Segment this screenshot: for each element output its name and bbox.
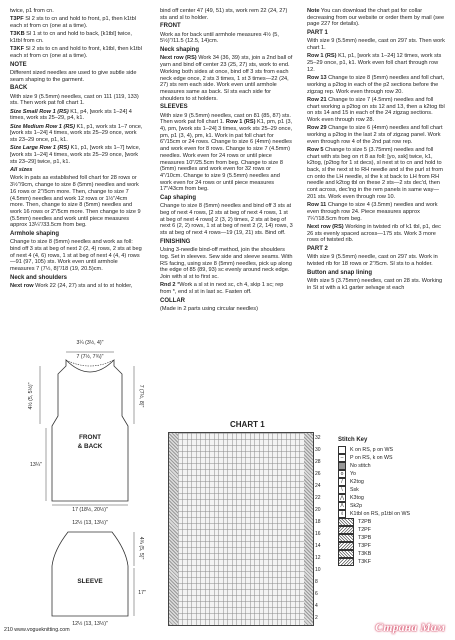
chart-row-number: 22: [315, 495, 321, 501]
stitch-symbol-icon: –: [338, 454, 346, 462]
stitch-symbol-icon: \: [338, 486, 346, 494]
note-label: Note: [307, 8, 320, 14]
size-label: Size Large Row 1 (RS): [10, 145, 70, 152]
row-text: Change to size 7 (4.5mm) needles and foll chart working a p2tog on sts 12 and 13, then a k2tog tbl on sts 14 and 15 in each of the 24 zigzag sections. Work even through row 28.: [307, 96, 445, 123]
row-text: Work 34 (36, 39) sts, join a 2nd ball of yarn and bind off center 23 (25, 27) sts, work to end. Working both sides at once, bind off 3 sts from each neck edge once, 2 sts 3 times, 1 st 3 times—22 (24, 27) sts rem each side. Work even until armhole measures same as back. Sl sts each side for shoulders to st holders.: [160, 55, 293, 102]
paragraph: bind off center 47 (49, 51) sts, work rem 22 (24, 27) sts and sl to holder.: [160, 8, 288, 21]
chart-row-number: 24: [315, 483, 321, 489]
paragraph: [307, 125, 447, 145]
chart-row-number: 30: [315, 447, 321, 453]
row-text: Change to size 6 (4mm) needles and foll chart working a p2tog in the last 2 sts of zigzag panel. Work even through row 4 of the 2nd pat row rep.: [307, 125, 443, 145]
row-label: Row 29: [307, 125, 327, 132]
stitch-symbol-icon: [338, 558, 354, 566]
stitch-key-item: [338, 454, 438, 462]
paragraph: [10, 16, 143, 29]
chart-hatched-region: [304, 433, 313, 625]
paragraph: [10, 109, 143, 122]
page-footer: 210 www.vogueknitting.com: [4, 627, 70, 633]
paragraph: [160, 282, 293, 295]
size-label: Size Medium Row 1 (RS): [10, 123, 75, 130]
stitch-key-item: [338, 446, 438, 454]
row-label: Next row: [10, 283, 34, 290]
subheading: Neck and shoulders: [10, 274, 68, 281]
paragraph: [10, 124, 143, 144]
chart-row-number: 18: [315, 519, 321, 525]
row-text: Working in twisted rib of k1 tbl, p1, dec 26 sts evenly spaced across—175 sts. Work 3 more rows of twisted rib.: [307, 223, 441, 244]
paragraph: [160, 113, 293, 193]
chart-row-number: 26: [315, 471, 321, 477]
stitch-symbol-icon: ℓ: [338, 510, 346, 518]
row-label: Row 1 (RS): [225, 119, 256, 126]
stitch-key-item: [338, 478, 438, 486]
stitch-key-item: [338, 470, 438, 478]
stitch-key: [338, 436, 438, 566]
stitch-key-item: [338, 542, 438, 550]
stitch-key-item: [338, 518, 438, 526]
stitch-symbol-icon: [338, 542, 354, 550]
paragraph: [307, 53, 447, 73]
front-top2-measure: 7 (7½, 7¾)": [76, 354, 104, 360]
section-heading: NOTE: [10, 61, 27, 68]
paragraph: Change to size 8 (5mm) needles and bind off 3 sts at beg of next 4 rows, [2 sts at beg of next 4 rows, 1 st at beg of next 4 rows] 2 (3, 2) times, 2 sts at beg of next 6 (2, 2) rows, 1 st at beg of next 2 (2, 14) rows, 3 sts at beg of next 4 rows—19 (19, 21) sts. Bind off.: [160, 203, 293, 237]
section-heading: PART 1: [307, 30, 328, 37]
chart-row-number: 4: [315, 603, 318, 609]
row-text: Change to size 4 (3.5mm) needles and work even through row 24. Piece measures approx 7¼"/18.5cm from beg.: [307, 202, 438, 222]
length-measure: 13¼": [30, 462, 42, 468]
chart-row-number: 32: [315, 435, 321, 441]
front-back-label: FRONT: [78, 434, 102, 441]
stitch-key-label: K1tbl on RS, p1tbl on WS: [350, 511, 411, 517]
chart-row-number: 8: [315, 579, 318, 585]
front-back-label: & BACK: [77, 443, 103, 450]
stitch-key-item: [338, 486, 438, 494]
chart-row-number: 20: [315, 507, 321, 513]
stitch-key-label: K3tog: [350, 495, 364, 501]
chart-hatched-region: [169, 433, 178, 625]
stitch-key-item: [338, 526, 438, 534]
paragraph: With size 9 (5.5mm) needle, cast on 297 sts. Then work chart 1.: [307, 38, 445, 52]
watermark: Страна Мам: [375, 620, 445, 634]
stitch-key-label: T3PF: [358, 543, 371, 549]
stitch-symbol-icon: [338, 446, 346, 454]
paragraph: [307, 8, 447, 28]
paragraph: [307, 147, 447, 201]
chart-row-numbers: [315, 432, 329, 624]
subheading: Armhole shaping: [10, 231, 60, 238]
paragraph: [10, 46, 143, 59]
sleeve-label: SLEEVE: [77, 578, 103, 585]
paragraph: twice, p1 from cn.: [10, 8, 54, 14]
section-heading: FRONT: [160, 23, 181, 30]
size-text: K1, p4, [work sts 1–24] 4 times, work sts 25–29, p4, k1.: [10, 108, 132, 122]
row-label: Row 13: [307, 75, 327, 82]
paragraph: [10, 145, 143, 165]
stitch-key-item: [338, 558, 438, 566]
stitch-symbol-icon: [338, 526, 354, 534]
stitch-key-label: T2PF: [358, 527, 371, 533]
subheading: Button and snap lining: [307, 269, 372, 276]
stitch-symbol-icon: [338, 462, 346, 470]
stitch-key-label: P on RS, k on WS: [350, 455, 393, 461]
subheading: Cap shaping: [160, 195, 197, 202]
chart-title: CHART 1: [230, 420, 265, 429]
stitch-symbol-icon: Λ: [338, 502, 346, 510]
paragraph: [307, 202, 447, 222]
paragraph: With size 9 (5.5mm) needles, cast on 111 (119, 133) sts. Then work pat foll chart 1.: [10, 93, 139, 107]
stitch-key-item: [338, 462, 438, 470]
row-text: *Work a sl st in next sc, ch 4, skip 1 sc; rep from *, end sl st in last sc. Fasten off.: [160, 282, 284, 295]
paragraph: Change to size 8 (5mm) needles and work as foll: bind off 3 sts at beg of next 2 (2, 4) rows, 2 sts at beg of next 4 (4, 6) rows, 1 st at beg of next 4 (4, 4) rows—91 (97, 105) sts. Work even until armhole measures 7 (7½, 8)"/18 (19, 20.5)cm.: [10, 239, 142, 273]
row-label: Row 11: [307, 202, 327, 209]
sleeve-bottom-measure: 12½ (13, 13½)": [72, 621, 108, 626]
sleeve-length-measure: 17": [138, 590, 146, 596]
chart-row-number: 2: [315, 615, 318, 621]
row-text: Change to size 5 (3.75mm) needles and foll chart with sts beg on rt 8 as foll: [yo, ssk] twice, k1, k2tog, (p2tog for 1 st decs), sl next st to cn and hold to back, sl the next st to RH needle and sl the purl st from cn onto the LH needle, sl the k st back to LH from RH needle and k2tog tbl on these 2 sts—2 sts dec'd, then cont across, dec'ing in the rem panels in same way—201 sts. Work even through row 10.: [307, 146, 443, 200]
stitch-symbol-icon: o: [338, 470, 346, 478]
stitch-symbol-icon: /: [338, 478, 346, 486]
section-heading: BACK: [10, 85, 28, 92]
chart-row-number: 28: [315, 459, 321, 465]
stitch-key-item: [338, 510, 438, 518]
schematic-diagram: [10, 336, 160, 626]
paragraph: (Made in 2 parts using circular needles): [160, 305, 258, 312]
chart-row-number: 12: [315, 555, 321, 561]
sleeve-cap-measure: 4¾ (5, 5)": [138, 536, 144, 560]
chart-row-number: 6: [315, 591, 318, 597]
size-text: K1, p1, work sts 1–7 once, [work sts 1–24] 4 times, work sts 25–29 once, work sts 23–29 once, p1, k1.: [10, 123, 143, 144]
stitch-key-item: [338, 534, 438, 542]
row-text: K1, p1, [work sts 1–24] 12 times, work sts 25–29 once, p1, k1. Work even foll chart through row 12.: [307, 53, 442, 73]
abbr-text: Sl 1 st to cn and hold to back, [k1tbl] twice, k1tbl from cn.: [10, 31, 132, 44]
paragraph: Using 3-needle bind-off method, join the shoulders tog. Set in sleeves. Sew side and sleeve seams. With RS facing, using size 8 (5mm) needles, pick up along the edge of 85 (89, 93) sc evenly around neck edge. Join with sl st to first sc.: [160, 247, 293, 280]
row-label: Next row (RS): [307, 223, 344, 230]
row-text: K1, pm, p1 (3, 4), pm, [work sts 1–24] 3 times, work sts 25–29 once, pm, p1 (3, 4), pm, k1. Work in pat foll chart for 6"/15cm or 24 rows. Change to size 6 (4mm) needles and work even for 8 rows. Change to size 7 (4.5mm) needles. Work even for 24 rows or until piece measures 10"/25.5cm from beg. Change to size 8 (5mm) needles and work even for 32 rows or 4"/10cm. Change to size 9 (5.5mm) needles and work even for 24 rows or until piece measures 17"/43cm from beg.: [160, 119, 293, 193]
row-label: Row 5: [307, 146, 324, 153]
subheading: Neck shaping: [160, 47, 200, 54]
stitch-key-label: T3KF: [358, 559, 371, 565]
stitch-symbol-icon: [338, 550, 354, 558]
sleeve-outline: [52, 532, 128, 616]
chart-row-number: 16: [315, 531, 321, 537]
front-bottom-measure: 17 (18½, 20½)": [72, 507, 108, 513]
text-column-3: [307, 8, 447, 293]
chart-row-number: 14: [315, 543, 321, 549]
row-label: Rnd 2: [160, 282, 176, 289]
row-label: Row 21: [307, 96, 327, 103]
stitch-symbol-icon: [338, 534, 354, 542]
paragraph: [307, 97, 447, 124]
paragraph: Different sized needles are used to give subtle side seam shaping to the garment.: [10, 70, 137, 83]
section-heading: FINISHING: [160, 238, 191, 245]
front-top-measure: 3¼ (3½, 4)": [76, 340, 104, 346]
row-text: Change to size 8 (5mm) needles and foll chart, working a p2tog in each of the p2 sections before the zigzag rep. Work even through row 20.: [307, 75, 445, 95]
paragraph: [10, 31, 143, 44]
section-heading: COLLAR: [160, 297, 185, 304]
stitch-key-item: [338, 502, 438, 510]
abbr-text: Sl 2 sts to cn and hold to front, k1tbl, then k1tbl each st from cn (one at a time).: [10, 46, 142, 59]
stitch-key-title: Stitch Key: [338, 437, 368, 443]
paragraph: [307, 75, 447, 95]
abbr-text: Sl 2 sts to cn and hold to front, p1, then k1tbl each st from cn (one at a time).: [10, 16, 136, 29]
stitch-key-label: Yo: [350, 471, 356, 477]
stitch-key-item: [338, 494, 438, 502]
paragraph: With size 9 (5.5mm) needle, cast on 297 sts. Work in twisted rib for 18 rows or 2"/5cm. Sl sts to a holder.: [307, 254, 438, 267]
paragraph: With size 5 (3.75mm) needles, cast on 28 sts. Working in St st with a k1 garter selvage st each: [307, 277, 443, 291]
row-label: Next row (RS): [160, 55, 197, 62]
section-heading: PART 2: [307, 245, 328, 252]
stitch-key-label: K on RS, p on WS: [350, 447, 393, 453]
paragraph: [160, 55, 293, 102]
abbr-label: T3PF: [10, 16, 24, 23]
size-text: K1, p1, [work sts 1–7] twice, [work sts 1–24] 4 times, work sts 25–29 once, [work sts 23–29] twice, p1, k1.: [10, 145, 141, 165]
stitch-symbol-icon: [338, 518, 354, 526]
front-back-outline: [52, 360, 128, 501]
size-label: Size Small Row 1 (RS): [10, 108, 69, 115]
stitch-key-label: K2tog: [350, 479, 364, 485]
section-heading: SLEEVES: [160, 104, 188, 111]
paragraph: [10, 283, 143, 290]
stitch-key-label: Sk2p: [350, 503, 363, 509]
text-column-1: [10, 8, 143, 291]
paragraph: Work as for back until armhole measures 4½ (5, 5½)"/11.5 (12.5, 14)cm.: [160, 31, 279, 45]
stitch-key-label: Ssk: [350, 487, 359, 493]
row-label: Row 1 (RS): [307, 53, 337, 60]
stitch-key-label: T3PB: [358, 535, 372, 541]
chart-row-number: 10: [315, 567, 321, 573]
abbr-label: T3KF: [10, 46, 24, 53]
stitch-key-label: T2PB: [358, 519, 372, 525]
text-column-2: [160, 8, 293, 314]
front-left-measure: 4½ (5, 5½)": [28, 382, 34, 410]
para-text: With size 9 (5.5mm) needles, cast on 81 (85, 87) sts. Then work pat foll chart 1.: [160, 112, 291, 126]
paragraph: Work in pats as established foll chart for 28 rows or 3½"/9cm, change to size 8 (5mm) needles and work 16 rows or 2"/5cm more. Then, change to size 7 (4.5mm) needles and work 12 rows or 1½"/4cm more. Then, change to size 8 (5mm) needles and work 16 rows or 2"/5cm more. Then change to size 9 (5.5mm) needles and work until piece measures approx 13¼"/33.5cm from beg.: [10, 175, 141, 229]
stitch-symbol-icon: ⋀: [339, 495, 345, 501]
sleeve-top-measure: 12½ (13, 13½)": [72, 520, 108, 526]
paragraph: [307, 224, 447, 244]
stitch-key-label: No stitch: [350, 463, 371, 469]
armhole-measure: 7 (7½, 8)": [138, 384, 144, 408]
stitch-key-label: T3KB: [358, 551, 372, 557]
abbr-label: T3KB: [10, 31, 25, 38]
subheading: All sizes: [10, 167, 33, 174]
row-text: Work 22 (24, 27) sts and sl to st holder,: [33, 283, 133, 290]
stitch-key-item: [338, 550, 438, 558]
note-text: You can download the chart pat for collar decreasing from our website or order them by mail (see page 227 for details).: [307, 8, 445, 28]
stitch-chart-grid: [168, 432, 314, 626]
